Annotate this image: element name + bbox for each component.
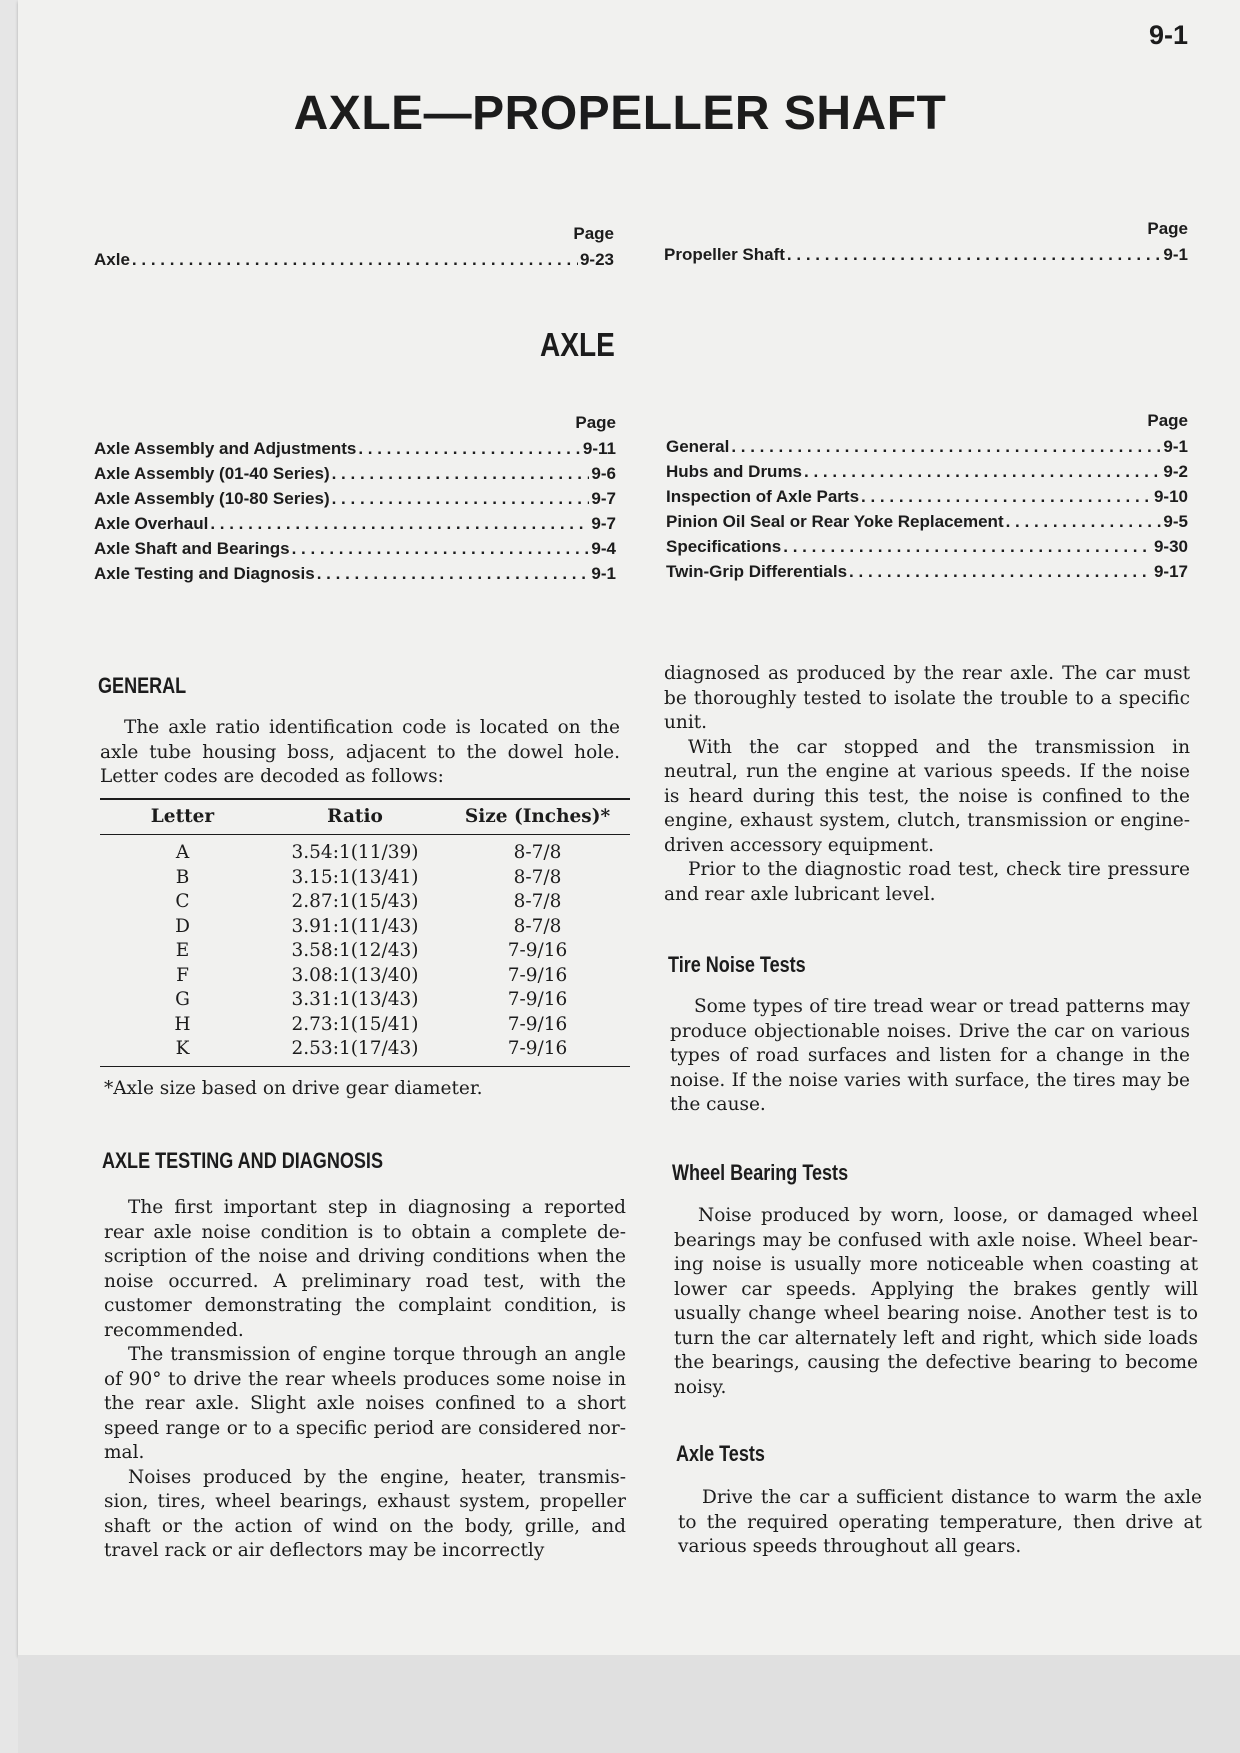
toc-leader [787,242,1162,267]
toc-top-right [664,216,1188,267]
toc-leader [132,247,578,272]
toc-page-header: Page [575,413,616,432]
toc-entry-page: 9-1 [1163,437,1188,456]
table-cell: K [175,1038,190,1059]
table-row [100,866,630,891]
column-header: Letter [150,806,215,827]
toc-entry [666,559,1188,584]
toc-leader [849,559,1152,584]
toc-entry [94,461,616,486]
toc-entry-label: Axle Assembly (01-40 Series) [94,464,330,483]
toc-entry [664,242,1188,267]
testing-body [104,1196,626,1564]
toc-entry-label: Inspection of Axle Parts [666,487,860,506]
paragraph: The transmission of engine torque through an angle of 90° to drive the rear wheels produces some noise in the rear axle. Slight axle noises confined to a short speed range or to a specific period are considered nor-mal. [104,1344,626,1463]
toc-top-left [94,221,614,272]
table-cell: 8-7/8 [513,842,562,863]
table-cell: 3.58:1(12/43) [291,940,419,961]
column-header: Size (Inches)* [464,806,611,827]
wheel-bearing-heading: Wheel Bearing Tests [672,1160,849,1185]
page-number: 9-1 [1148,20,1188,50]
toc-leader [1006,509,1162,534]
table-row [100,939,630,964]
table-rule [100,1066,630,1067]
toc-leader [358,436,581,461]
table-cell: 3.54:1(11/39) [291,842,419,863]
toc-entry-page: 9-4 [591,539,616,558]
toc-entry-page: 9-1 [591,564,616,583]
toc-entry-page: 9-2 [1163,462,1188,481]
paragraph: The first important step in diagnosing a reported rear axle noise condition is to obtain a complete de-scription of the noise and driving conditions when the noise occurred. A preliminary road test, with the customer demonstrating the complaint condition, is recommended. [104,1197,626,1341]
toc-entry-page: 9-1 [1163,245,1188,264]
paragraph: With the car stopped and the transmission in neutral, run the engine at various speeds. If the noise is heard during this test, the noise is confined to the engine, exhaust system, clutch, transmission or engine-driven accessory equipment. [664,736,1190,856]
table-cell: B [175,866,190,888]
toc-leader [861,484,1152,509]
toc-entry-label: Axle [94,250,130,269]
table-cell: F [176,964,189,986]
toc-leader [804,459,1161,484]
table-row [100,964,630,989]
table-row [100,1037,630,1062]
toc-entry [94,247,614,272]
tire-noise-heading: Tire Noise Tests [668,952,806,977]
paragraph: Prior to the diagnostic road test, check tire pressure and rear axle lubricant level. [664,859,1190,905]
table-cell: 7-9/16 [507,1038,568,1059]
toc-entry-label: Twin-Grip Differentials [666,562,848,581]
wheel-bearing-body [674,1204,1198,1400]
table-cell: 7-9/16 [507,964,568,986]
table-cell: 7-9/16 [507,940,568,961]
toc-page-header: Page [573,224,614,243]
table-cell: 8-7/8 [513,915,562,937]
testing-heading: AXLE TESTING AND DIAGNOSIS [102,1148,383,1173]
toc-entry [94,536,616,561]
tire-noise-body [670,995,1190,1118]
table-cell: 8-7/8 [513,866,562,888]
table-cell: 2.53:1(17/43) [291,1038,419,1059]
paragraph: Some types of tire tread wear or tread patterns may produce objectionable noises. Drive the car on various types of road surfaces and listen for a change in the noise. If the noise varies with surface, the tires may be the cause. [670,996,1190,1115]
general-intro [100,716,620,790]
table-cell: 7-9/16 [507,1013,568,1035]
table-cell: 3.08:1(13/40) [291,964,419,986]
toc-entry-page: 9-17 [1153,562,1188,581]
toc-entry-label: Axle Assembly (10-80 Series) [94,489,330,508]
paragraph: Drive the car a sufficient distance to warm the axle to the required operating temperature, then drive at various speeds throughout all gears. [678,1487,1202,1557]
table-rule [100,834,630,835]
table-header-row [100,800,630,834]
toc-entry [666,434,1188,459]
toc-leader [317,561,590,586]
toc-entry [666,509,1188,534]
toc-entry-label: Axle Assembly and Adjustments [94,439,357,458]
table-row [100,988,630,1013]
toc-entry [666,459,1188,484]
toc-entry-page: 9-7 [591,514,616,533]
toc-entry [666,484,1188,509]
toc-leader [292,536,590,561]
toc-entry-label: Propeller Shaft [664,245,785,264]
toc-entry-page: 9-11 [582,439,616,458]
table-row [100,890,630,915]
table-footnote: *Axle size based on drive gear diameter. [104,1078,483,1099]
toc-entry-label: Pinion Oil Seal or Rear Yoke Replacement [666,512,1004,531]
axle-ratio-table [100,798,630,1067]
toc-leader [210,511,589,536]
table-row [100,841,630,866]
page-title: AXLE—PROPELLER SHAFT [293,87,947,140]
toc-entry [94,436,616,461]
toc-leader [783,534,1152,559]
diagnosis-continued [664,662,1190,907]
table-cell: G [175,989,190,1010]
paragraph: diagnosed as produced by the rear axle. The car must be thoroughly tested to isolate the trouble to a specific unit. [664,663,1190,733]
toc-entry-label: Axle Testing and Diagnosis [94,564,315,583]
toc-entry-page: 9-23 [579,250,614,269]
toc-entry-page: 9-30 [1153,537,1188,556]
general-heading: GENERAL [98,673,187,698]
toc-entry [94,511,616,536]
toc-entry [666,534,1188,559]
table-cell: H [174,1013,191,1035]
table-cell: 2.73:1(15/41) [291,1013,419,1035]
table-cell: E [175,940,190,961]
toc-leader [332,461,590,486]
table-cell: 3.91:1(11/43) [291,915,419,937]
table-cell: 3.31:1(13/43) [291,989,419,1010]
toc-entry-page: 9-5 [1163,512,1188,531]
toc-entry-label: Axle Overhaul [94,514,209,533]
toc-entry-page: 9-6 [591,464,616,483]
toc-axle-left [94,410,616,586]
toc-entry-page: 9-7 [591,489,616,508]
toc-page-header: Page [1147,219,1188,238]
paragraph: Noise produced by worn, loose, or damaged wheel bearings may be confused with axle noise. Wheel bear-ing noise is usually more noticeable when coasting at lower car speeds. Applying the brakes gently will usually change wheel bearing noise. Another test is to turn the car alternately left and right, which side loads the bearings, causing the defective bearing to become noisy. [674,1205,1198,1398]
toc-page-header: Page [1147,411,1188,430]
toc-entry [94,561,616,586]
toc-entry [94,486,616,511]
table-row [100,1013,630,1038]
table-cell: 7-9/16 [507,989,568,1010]
column-header: Ratio [327,806,383,827]
background-surface [18,1655,1240,1753]
axle-tests-heading: Axle Tests [676,1441,765,1466]
table-row [100,915,630,940]
axle-tests-body [678,1486,1202,1560]
paragraph: Noises produced by the engine, heater, transmis-sion, tires, wheel bearings, exhaust system, propeller shaft or the action of wind on the body, grille, and travel rack or air deflectors may be incorrectly [104,1466,626,1561]
toc-leader [731,434,1161,459]
table-cell: D [175,915,190,937]
toc-entry-page: 9-10 [1153,487,1188,506]
table-cell: 3.15:1(13/41) [291,866,419,888]
toc-entry-label: General [666,437,730,456]
toc-entry-label: Hubs and Drums [666,462,803,481]
table-cell: 2.87:1(15/43) [291,891,419,912]
toc-entry-label: Axle Shaft and Bearings [94,539,290,558]
toc-axle-right [666,408,1188,584]
toc-entry-label: Specifications [666,537,782,556]
toc-leader [332,486,590,511]
table-cell: 8-7/8 [513,891,562,912]
section-title: AXLE [540,326,615,363]
table-cell: A [175,842,190,863]
table-cell: C [175,891,190,912]
paragraph: The axle ratio identification code is located on the axle tube housing boss, adjacent to the dowel hole. Letter codes are decoded as follows: [100,717,620,787]
